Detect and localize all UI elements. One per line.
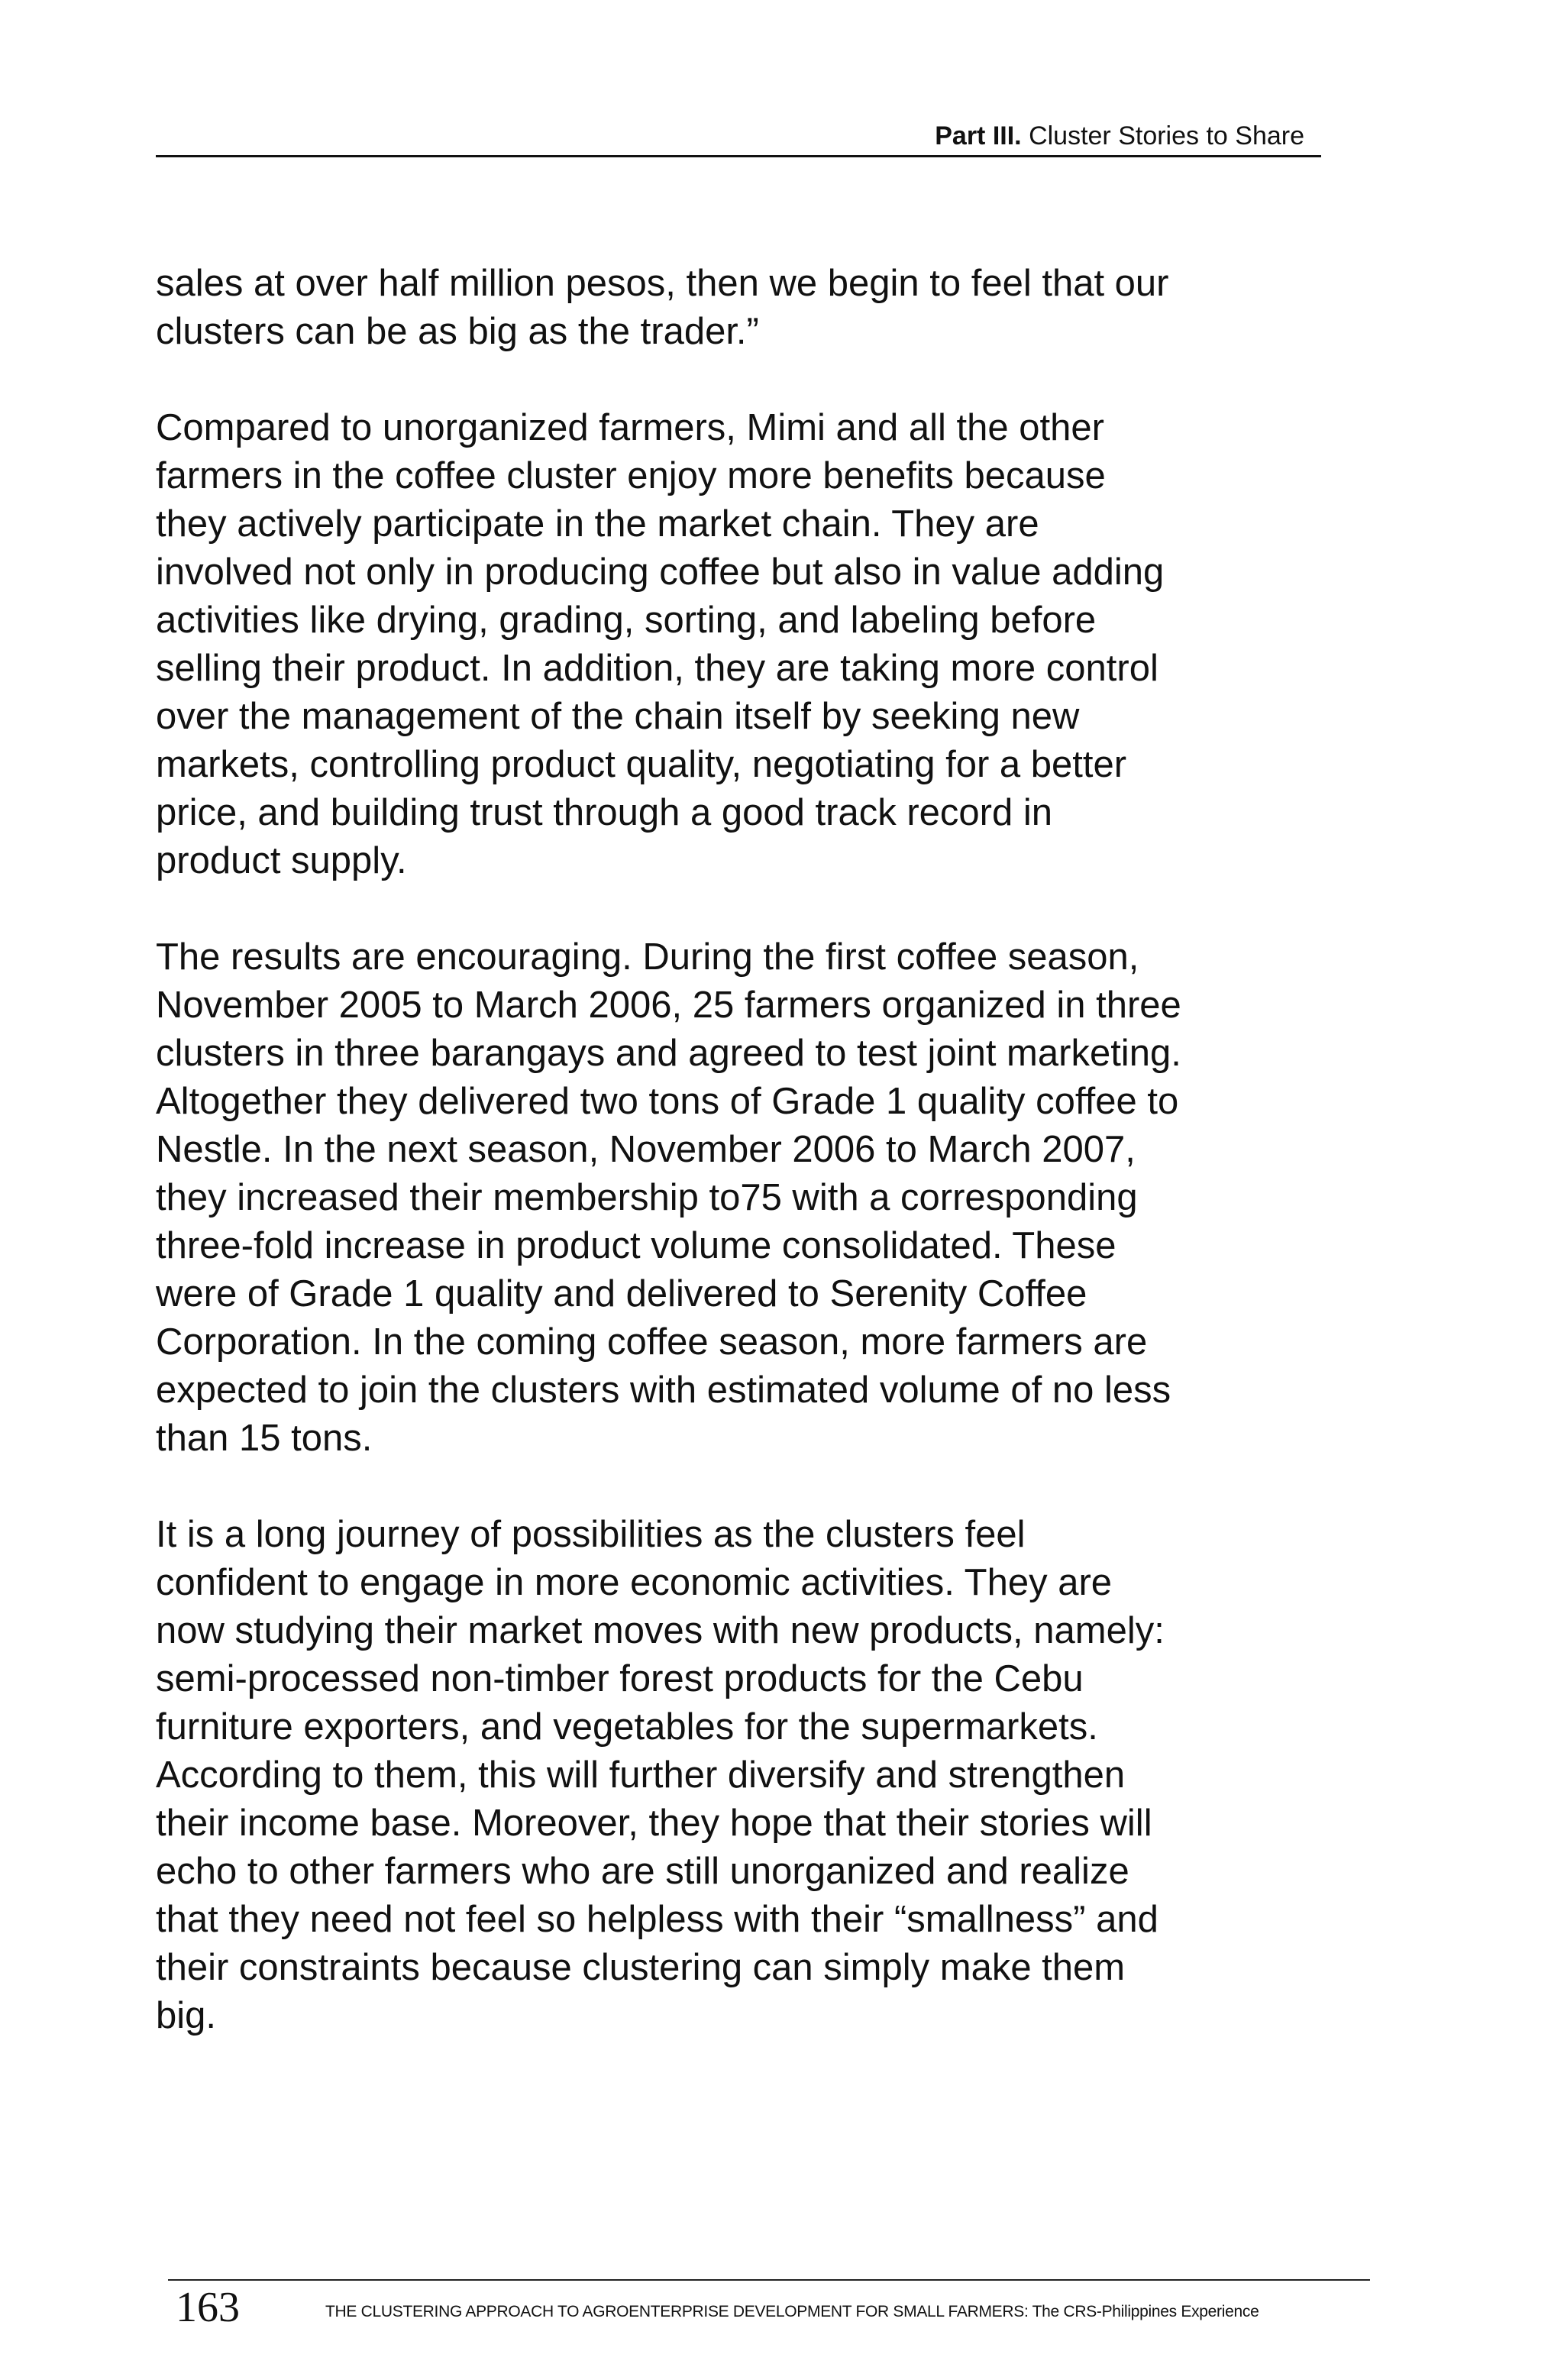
book-title: THE CLUSTERING APPROACH TO AGROENTERPRISE DEVELOPMENT FOR SMALL FARMERS: The CRS-Philippines Experience bbox=[325, 2303, 1259, 2320]
body-text bbox=[156, 260, 1332, 2088]
paragraph: It is a long journey of possibilities as the clusters feel confident to engage in more economic activities. They are now studying their market moves with new products, namely: semi-processed non-timber forest products for the Cebu furniture exporters, and vegetables for the supermarkets. According to them, this will further diversify and strengthen their income base. Moreover, they hope that their stories will echo to other farmers who are still unorganized and realize that they need not feel so helpless with their “smallness” and their constraints because clustering can simply make them big. bbox=[156, 1514, 1165, 2036]
header-text bbox=[935, 119, 1304, 153]
footer-rule bbox=[168, 2279, 1370, 2281]
section-title: Cluster Stories to Share bbox=[1029, 121, 1304, 150]
part-label: Part III. bbox=[935, 121, 1022, 150]
paragraph: The results are encouraging. During the first coffee season, November 2005 to March 2006, 25 farmers organized in three clusters in three barangays and agreed to test joint marketing. Altogether they delivered two tons of Grade 1 quality coffee to Nestle. In the next season, November 2006 to March 2007, they increased their membership to75 with a corresponding three-fold increase in product volume consolidated. These were of Grade 1 quality and delivered to Serenity Coffee Corporation. In the coming coffee season, more farmers are expected to join the clusters with estimated volume of no less than 15 tons. bbox=[156, 936, 1181, 1459]
page-number: 163 bbox=[176, 2284, 240, 2331]
header-rule bbox=[156, 155, 1321, 157]
running-header bbox=[156, 119, 1321, 157]
paragraph: Compared to unorganized farmers, Mimi and all the other farmers in the coffee cluster enjoy more benefits because they actively participate in the market chain. They are involved not only in producing coffee but also in value adding activities like drying, grading, sorting, and labeling before selling their product. In addition, they are taking more control over the management of the chain itself by seeking new markets, controlling product quality, negotiating for a better price, and building trust through a good track record in product supply. bbox=[156, 407, 1165, 881]
page-footer bbox=[168, 2279, 1370, 2340]
paragraph: sales at over half million pesos, then we begin to feel that our clusters can be as big as the trader.” bbox=[156, 263, 1169, 352]
